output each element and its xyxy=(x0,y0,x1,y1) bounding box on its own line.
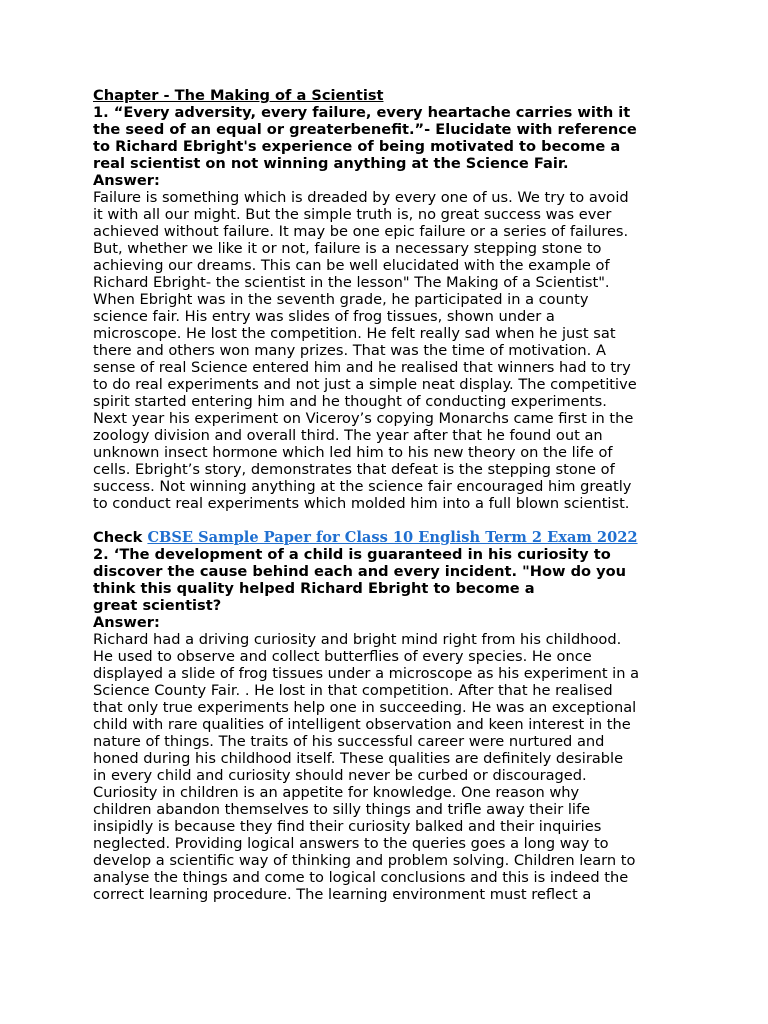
chapter-title: Chapter - The Making of a Scientist xyxy=(93,87,384,104)
answer-1-line: Next year his experiment on Viceroy’s copying Monarchs came first in the xyxy=(93,410,634,427)
answer-2-line: child with rare qualities of intelligent observation and keen interest in the xyxy=(93,716,631,733)
answer-2-line: children abandon themselves to silly things and trifle away their life xyxy=(93,801,591,818)
cbse-sample-paper-link[interactable]: CBSE Sample Paper for Class 10 English Term 2 Exam 2022 xyxy=(147,529,638,546)
answer-2-line: analyse the things and come to logical conclusions and this is indeed the xyxy=(93,869,629,886)
answer-1-line: it with all our might. But the simple truth is, no great success was ever xyxy=(93,206,612,223)
answer-2-line: Richard had a driving curiosity and bright mind right from his childhood. xyxy=(93,631,622,648)
answer-2-line: that only true experiments help one in succeeding. He was an exceptional xyxy=(93,699,637,716)
answer-1-line: unknown insect hormone which led him to his new theory on the life of xyxy=(93,444,613,461)
question-2-line: great scientist? xyxy=(93,597,222,614)
answer-2-line: neglected. Providing logical answers to the queries goes a long way to xyxy=(93,835,609,852)
question-2-line: 2. ‘The development of a child is guaranteed in his curiosity to xyxy=(93,546,611,563)
answer-2-line: Curiosity in children is an appetite for knowledge. One reason why xyxy=(93,784,580,801)
answer-1-line: spirit started entering him and he thought of conducting experiments. xyxy=(93,393,607,410)
answer-2-line: insipidly is because they find their curiosity balked and their inquiries xyxy=(93,818,602,835)
answer-1-line: sense of real Science entered him and he realised that winners had to try xyxy=(93,359,631,376)
answer-2-line: He used to observe and collect butterflies of every species. He once xyxy=(93,648,592,665)
answer-2-line: develop a scientific way of thinking and problem solving. Children learn to xyxy=(93,852,636,869)
answer-2-line: nature of things. The traits of his successful career were nurtured and xyxy=(93,733,605,750)
question-1-line: 1. “Every adversity, every failure, every heartache carries with it xyxy=(93,104,631,121)
question-1 xyxy=(93,104,683,172)
answer-1-label: Answer: xyxy=(93,172,160,189)
question-2 xyxy=(93,546,683,614)
answer-1-line: microscope. He lost the competition. He felt really sad when he just sat xyxy=(93,325,616,342)
answer-1-line: to conduct real experiments which molded him into a full blown scientist. xyxy=(93,495,630,512)
answer-2-line: Science County Fair. . He lost in that competition. After that he realised xyxy=(93,682,613,699)
answer-1-line: to do real experiments and not just a simple neat display. The competitive xyxy=(93,376,637,393)
answer-2-line: correct learning procedure. The learning environment must reflect a xyxy=(93,886,592,903)
answer-1-line: When Ebright was in the seventh grade, he participated in a county xyxy=(93,291,589,308)
question-2-line: discover the cause behind each and every incident. "How do you xyxy=(93,563,627,580)
answer-1-line: there and others won many prizes. That was the time of motivation. A xyxy=(93,342,606,359)
answer-1-line: zoology division and overall third. The year after that he found out an xyxy=(93,427,603,444)
answer-1-text xyxy=(93,189,683,512)
answer-1-line: cells. Ebright’s story, demonstrates that defeat is the stepping stone of xyxy=(93,461,615,478)
document-page xyxy=(93,87,683,903)
question-2-line: think this quality helped Richard Ebright to become a xyxy=(93,580,535,597)
answer-1-line: success. Not winning anything at the science fair encouraged him greatly xyxy=(93,478,632,495)
answer-1-line: Richard Ebright- the scientist in the lesson" The Making of a Scientist". xyxy=(93,274,610,291)
answer-2-label: Answer: xyxy=(93,614,160,631)
check-line xyxy=(93,529,683,546)
question-1-line: to Richard Ebright's experience of being motivated to become a xyxy=(93,138,621,155)
answer-1-line: science fair. His entry was slides of frog tissues, shown under a xyxy=(93,308,555,325)
question-1-line: real scientist on not winning anything at the Science Fair. xyxy=(93,155,569,172)
answer-2-line: displayed a slide of frog tissues under a microscope as his experiment in a xyxy=(93,665,640,682)
check-prefix: Check xyxy=(93,529,148,546)
answer-1-line: Failure is something which is dreaded by every one of us. We try to avoid xyxy=(93,189,629,206)
answer-2-text xyxy=(93,631,683,903)
answer-2-line: in every child and curiosity should never be curbed or discouraged. xyxy=(93,767,587,784)
paragraph-gap xyxy=(93,512,683,529)
answer-1-line: But, whether we like it or not, failure is a necessary stepping stone to xyxy=(93,240,602,257)
answer-1-line: achieved without failure. It may be one epic failure or a series of failures. xyxy=(93,223,629,240)
question-1-line: the seed of an equal or greaterbenefit.”- Elucidate with reference xyxy=(93,121,637,138)
answer-1-line: achieving our dreams. This can be well elucidated with the example of xyxy=(93,257,610,274)
answer-2-line: honed during his childhood itself. These qualities are definitely desirable xyxy=(93,750,624,767)
